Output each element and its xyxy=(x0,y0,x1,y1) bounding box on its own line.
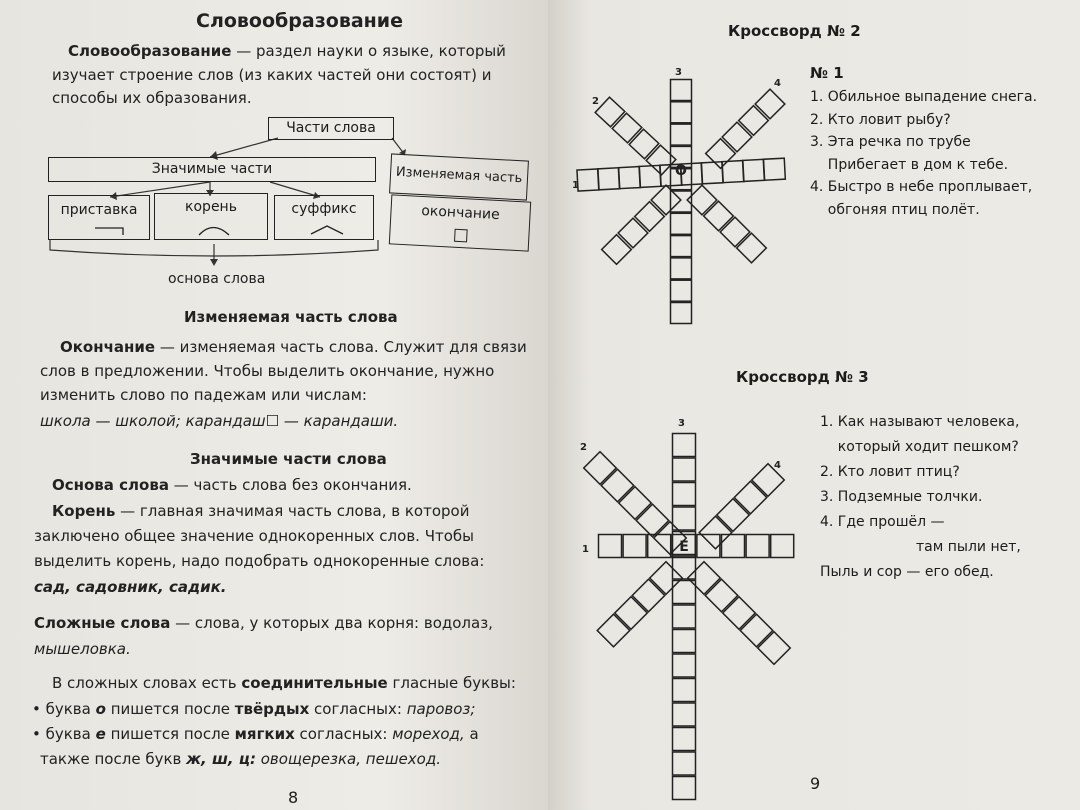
crossword-cell[interactable] xyxy=(717,499,750,532)
significant-parts-box: Значимые части xyxy=(48,157,376,182)
crossword-cell[interactable] xyxy=(697,535,720,558)
clue-item: Прибегает в дом к тебе. xyxy=(810,156,1009,173)
clue-item: 4. Где прошёл — xyxy=(820,514,945,530)
root-def-line-2: заключено общее значение однокоренных слов. Чтобы xyxy=(34,527,474,545)
compound-def-line-1: Сложные слова — слова, у которых два корня: водолаз, xyxy=(34,614,493,632)
ending-def-line-1: Окончание — изменяемая часть слова. Служит для связи xyxy=(60,338,527,356)
crossword-number: 2 xyxy=(592,96,599,107)
crossword-cell[interactable] xyxy=(673,752,696,775)
heading-significant-parts: Значимые части слова xyxy=(190,450,387,468)
crossword-cell[interactable] xyxy=(612,113,642,143)
scheme-arrows xyxy=(0,0,548,300)
intro-term: Словообразование xyxy=(68,42,232,60)
prefix-label: приставка xyxy=(60,202,138,218)
page-number-left: 8 xyxy=(288,788,299,807)
crossword-cell[interactable] xyxy=(629,129,659,159)
ending-box xyxy=(389,194,531,251)
crossword-cell[interactable] xyxy=(671,102,692,123)
stem-label: основа слова xyxy=(168,271,266,287)
crossword-cell[interactable] xyxy=(639,165,661,187)
crossword-cell[interactable] xyxy=(623,535,646,558)
crossword-number: 2 xyxy=(580,442,587,453)
ending-def-line-2: слов в предложении. Чтобы выделить окончание, нужно xyxy=(40,362,495,380)
crossword-2-list-title: № 1 xyxy=(810,64,844,82)
crossword-cell[interactable] xyxy=(648,535,671,558)
crossword-cell[interactable] xyxy=(602,235,632,265)
crossword-cell[interactable] xyxy=(599,535,622,558)
crossword-cell[interactable] xyxy=(763,158,785,180)
ending-example: школа — школой; карандаш☐ — карандаши. xyxy=(40,412,399,430)
page-title: Словообразование xyxy=(196,10,403,32)
stem-def: Основа слова — часть слова без окончания. xyxy=(52,476,412,494)
crossword-cell[interactable] xyxy=(758,632,791,665)
crossword-center-letter: Е xyxy=(679,539,689,555)
crossword-cell[interactable] xyxy=(673,458,696,481)
suffix-label: суффикс xyxy=(291,201,357,217)
root-def-line-1: Корень — главная значимая часть слова, в которой xyxy=(52,502,470,520)
crossword-cell[interactable] xyxy=(597,614,630,647)
connect-line: В сложных словах есть соединительные гласные буквы: xyxy=(52,674,516,692)
crossword-cell[interactable] xyxy=(671,236,692,257)
crossword-number: 1 xyxy=(582,544,589,555)
clue-item: который ходит пешком? xyxy=(820,439,1019,455)
crossword-center-letter: О xyxy=(675,163,687,179)
crossword-cell[interactable] xyxy=(601,469,634,502)
crossword-cell[interactable] xyxy=(632,579,665,612)
root-label: корень xyxy=(185,199,237,215)
crossword-cell[interactable] xyxy=(673,483,696,506)
crossword-cell[interactable] xyxy=(723,597,756,630)
crossword-cell[interactable] xyxy=(615,597,648,630)
crossword-cell[interactable] xyxy=(701,162,723,184)
crossword-cell[interactable] xyxy=(673,434,696,457)
clue-item: Пыль и сор — его обед. xyxy=(820,564,994,580)
heading-changeable-part: Изменяемая часть слова xyxy=(184,308,398,326)
crossword-cell[interactable] xyxy=(722,535,745,558)
crossword-cell[interactable] xyxy=(673,630,696,653)
crossword-cell[interactable] xyxy=(650,562,683,595)
crossword-cell[interactable] xyxy=(743,159,765,181)
crossword-cell[interactable] xyxy=(577,169,599,191)
root-example: сад, садовник, садик. xyxy=(34,578,227,596)
root-box xyxy=(154,193,268,240)
crossword-cell[interactable] xyxy=(673,777,696,800)
crossword-cell[interactable] xyxy=(734,481,767,514)
clue-item: 1. Обильное выпадение снега. xyxy=(810,89,1038,105)
crossword-cell[interactable] xyxy=(584,452,617,485)
intro-line-3: способы их образования. xyxy=(52,89,252,107)
crossword-cell[interactable] xyxy=(706,139,736,169)
prefix-mark-icon xyxy=(93,226,133,236)
clue-item: 2. Кто ловит рыбу? xyxy=(810,111,951,128)
clue-item: 3. Подземные толчки. xyxy=(820,489,983,505)
crossword-cell[interactable] xyxy=(673,654,696,677)
intro-line-2: изучает строение слов (из каких частей они состоят) и xyxy=(52,66,492,84)
root-def-line-3: выделить корень, надо подобрать однокоренные слова: xyxy=(34,552,485,570)
crossword-cell[interactable] xyxy=(720,217,750,247)
crossword-3-clues xyxy=(820,410,1021,585)
root-mark-icon xyxy=(195,224,235,236)
suffix-mark-icon xyxy=(309,224,349,236)
crossword-cell[interactable] xyxy=(671,280,692,301)
crossword-cell[interactable] xyxy=(618,167,640,189)
crossword-cell[interactable] xyxy=(673,679,696,702)
crossword-cell[interactable] xyxy=(673,556,696,579)
crossword-cell[interactable] xyxy=(673,728,696,751)
crossword-cell[interactable] xyxy=(598,168,620,190)
compound-def-line-2: мышеловка. xyxy=(34,640,131,658)
crossword-cell[interactable] xyxy=(673,507,696,530)
crossword-cell[interactable] xyxy=(671,80,692,101)
crossword-cell[interactable] xyxy=(737,233,767,263)
suffix-box xyxy=(274,195,374,240)
crossword-cell[interactable] xyxy=(595,97,625,127)
crossword-2-clues xyxy=(810,86,1037,221)
crossword-cell[interactable] xyxy=(619,487,652,520)
crossword-cell[interactable] xyxy=(746,535,769,558)
prefix-box xyxy=(48,195,150,240)
crossword-cell[interactable] xyxy=(671,124,692,145)
crossword-cell[interactable] xyxy=(671,258,692,279)
crossword-number: 4 xyxy=(774,78,781,89)
clue-item: там пыли нет, xyxy=(916,539,1021,555)
crossword-cell[interactable] xyxy=(755,89,785,119)
clue-item: 2. Кто ловит птиц? xyxy=(820,464,960,480)
crossword-2-title: Кроссворд № 2 xyxy=(728,22,861,40)
crossword-cell[interactable] xyxy=(722,122,752,152)
intro-line-1: Словообразование — раздел науки о языке, который xyxy=(68,42,506,60)
crossword-cell[interactable] xyxy=(671,303,692,324)
crossword-number: 4 xyxy=(774,460,781,471)
crossword-number: 3 xyxy=(675,67,682,78)
crossword-cell[interactable] xyxy=(699,516,732,549)
page-number-right: 9 xyxy=(810,774,821,793)
ending-def-line-3: изменить слово по падежам или числам: xyxy=(40,386,367,404)
crossword-3-title: Кроссворд № 3 xyxy=(736,368,869,386)
ending-mark-icon xyxy=(454,229,468,243)
crossword-cell[interactable] xyxy=(673,605,696,628)
page-right xyxy=(548,0,1080,810)
bullet-2: • буква е пишется после мягких согласных: мореход, а xyxy=(32,725,479,743)
parts-of-word-box: Части слова xyxy=(268,117,394,140)
crossword-cell[interactable] xyxy=(688,562,721,595)
bullet-1: • буква о пишется после твёрдых согласных: паровоз; xyxy=(32,700,476,718)
crossword-number: 3 xyxy=(678,418,685,429)
crossword-cell[interactable] xyxy=(704,201,734,231)
crossword-cell[interactable] xyxy=(739,106,769,136)
clue-item: обгоняя птиц полёт. xyxy=(810,201,980,218)
clue-item: 4. Быстро в небе проплывает, xyxy=(810,179,1033,195)
clue-item: 1. Как называют человека, xyxy=(820,414,1020,430)
crossword-cell[interactable] xyxy=(635,202,665,232)
crossword-cell[interactable] xyxy=(671,213,692,234)
clue-item: 3. Эта речка по трубе xyxy=(810,134,971,150)
ending-label: окончание xyxy=(420,202,501,224)
bullet-3: также после букв ж, ш, ц: овощерезка, пешеход. xyxy=(40,750,441,768)
crossword-cell[interactable] xyxy=(705,579,738,612)
changeable-part-box: Изменяемая часть xyxy=(389,153,529,200)
crossword-number: 1 xyxy=(572,180,579,191)
crossword-cell[interactable] xyxy=(618,218,648,248)
crossword-cell[interactable] xyxy=(636,504,669,537)
crossword-cell[interactable] xyxy=(673,703,696,726)
crossword-cell[interactable] xyxy=(740,614,773,647)
crossword-cell[interactable] xyxy=(771,535,794,558)
